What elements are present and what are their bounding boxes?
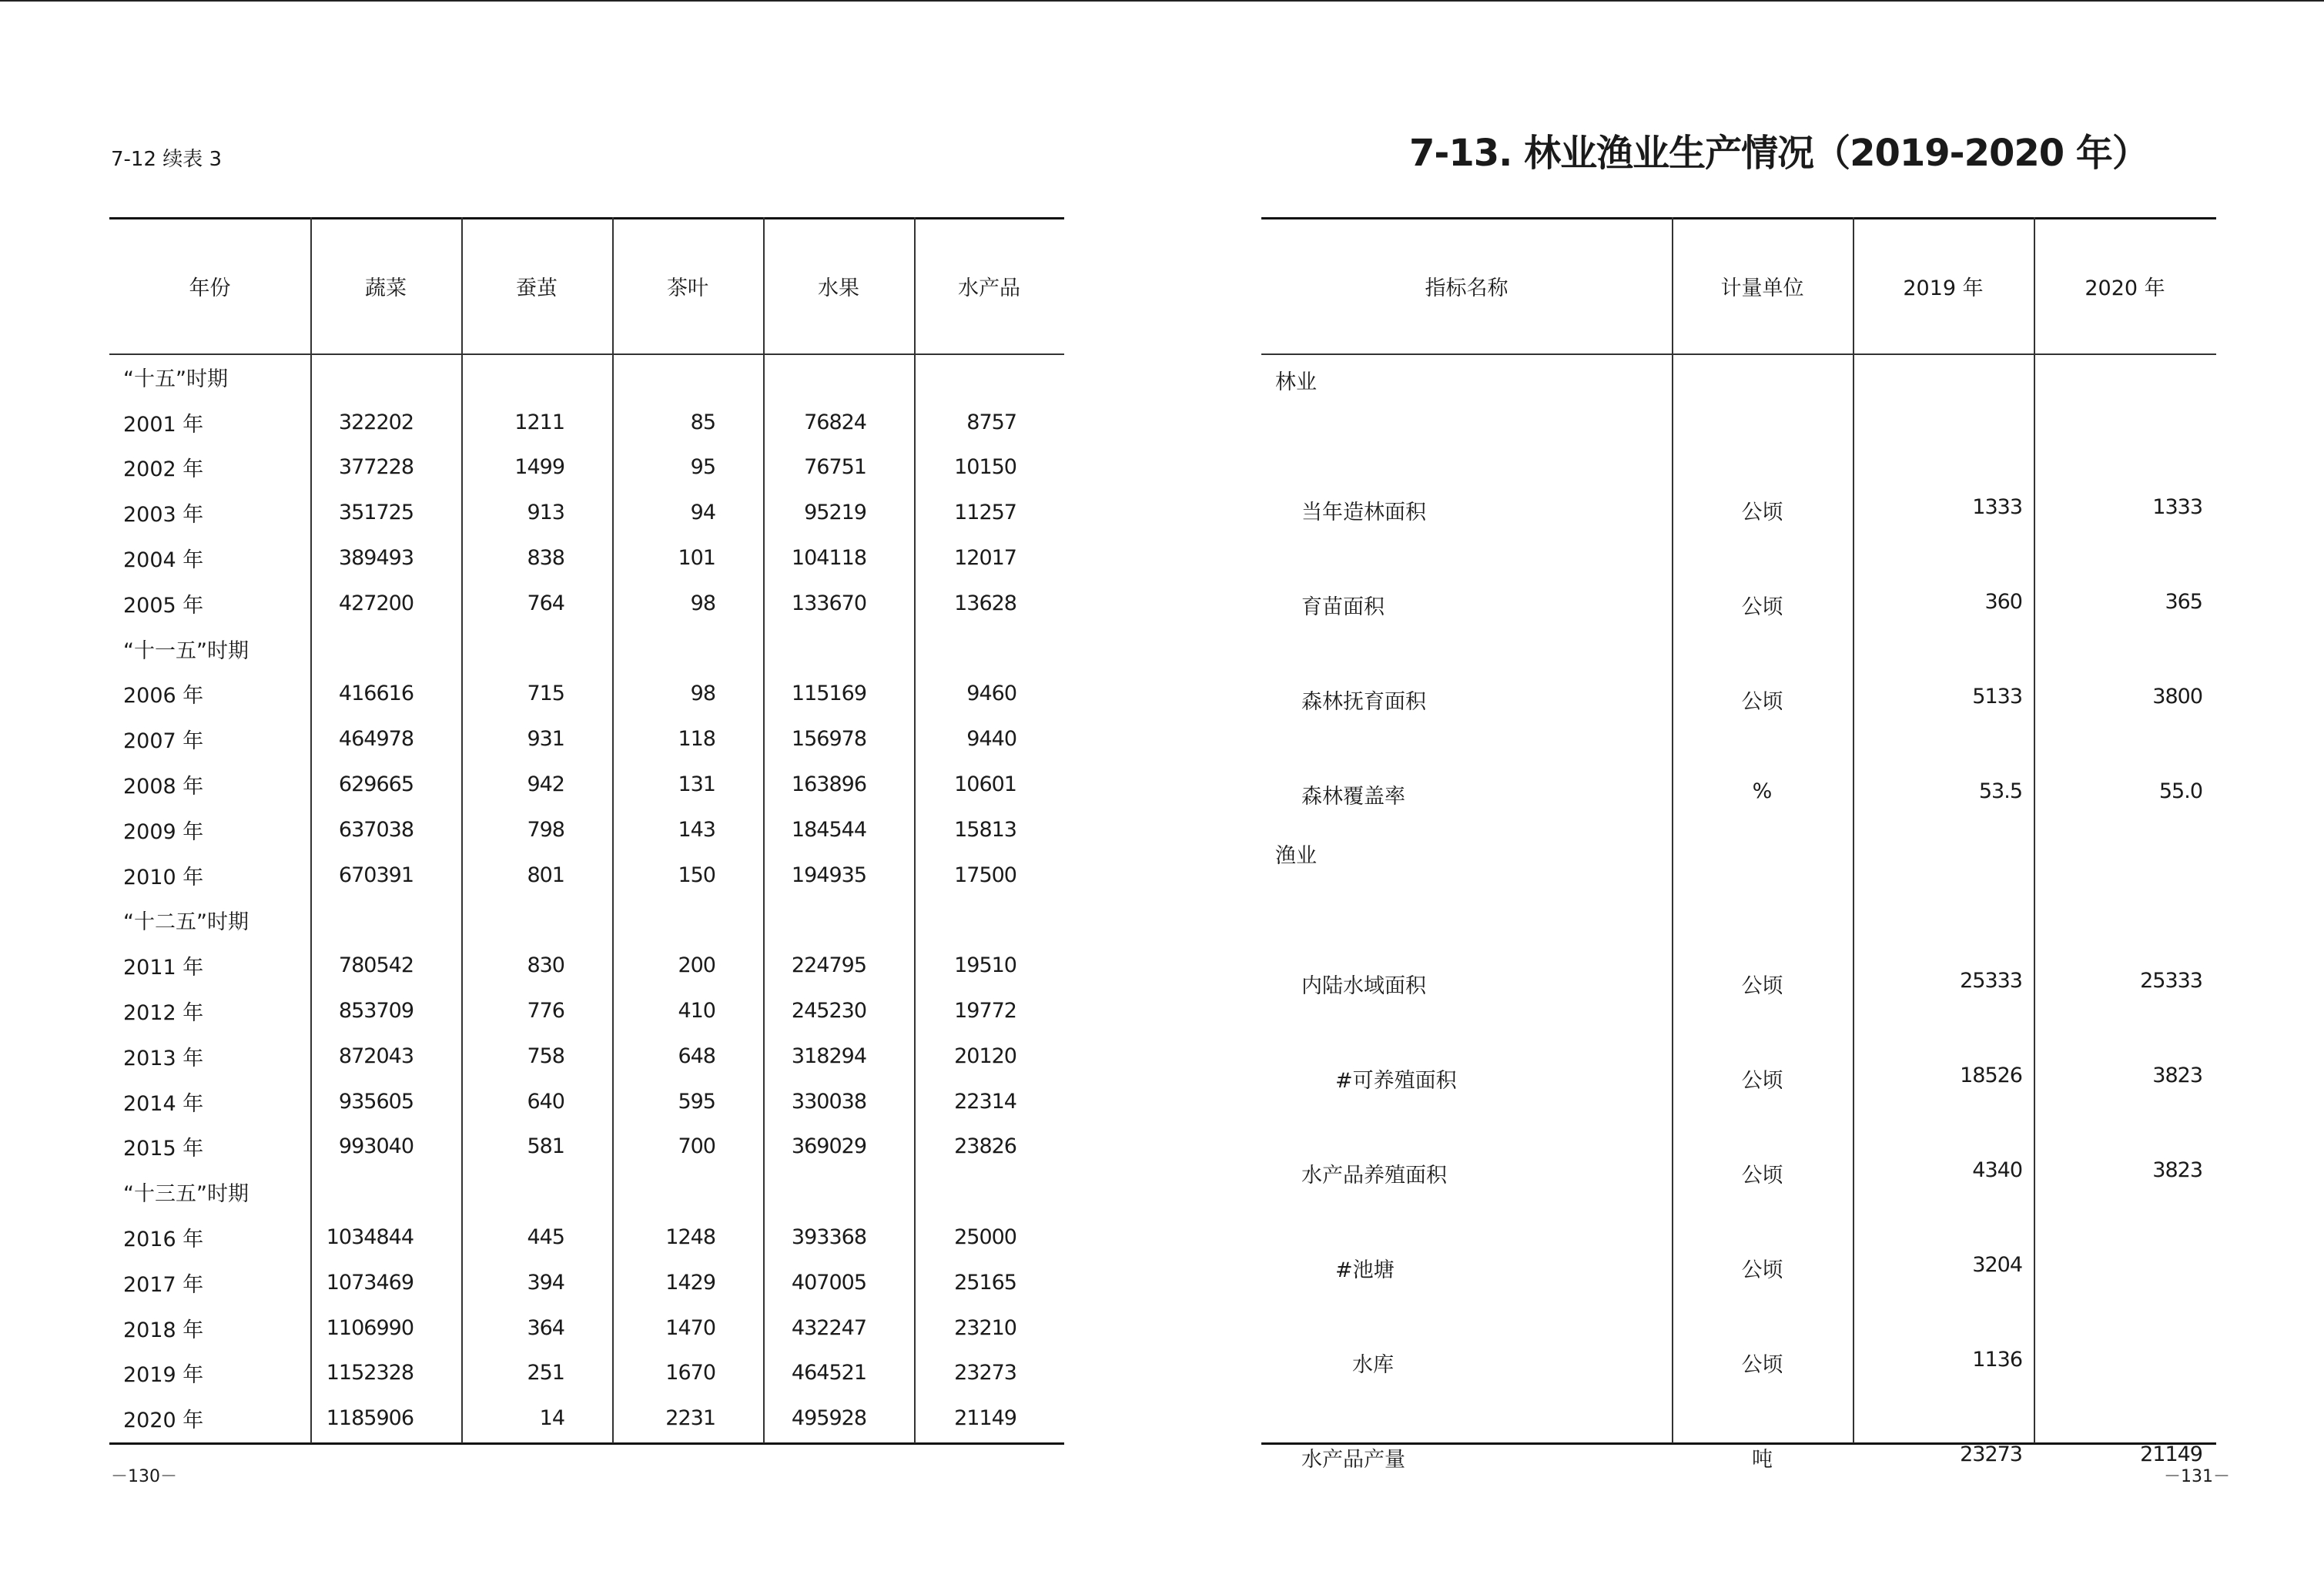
- cell-value: 801: [527, 863, 564, 887]
- row-label: 2019 年: [123, 1363, 204, 1388]
- row-label: 2020 年: [123, 1409, 204, 1433]
- value-2019: 5133: [1972, 685, 2022, 709]
- value-2019: 18526: [1960, 1064, 2022, 1087]
- table-bottom-rule: [109, 1442, 1064, 1445]
- cell-value: 9460: [966, 682, 1016, 706]
- cell-value: 224795: [791, 953, 866, 978]
- value-2020: 21149: [2140, 1442, 2202, 1466]
- indicator-name: 育苗面积: [1301, 595, 1385, 619]
- cell-value: 495928: [791, 1406, 866, 1431]
- cell-value: 432247: [791, 1315, 866, 1340]
- cell-value: 10601: [954, 772, 1016, 797]
- row-label: 2005 年: [123, 593, 204, 618]
- header-2019: 2019 年: [1903, 276, 1984, 300]
- cell-value: 393368: [791, 1225, 866, 1250]
- cell-value: 21149: [954, 1406, 1016, 1431]
- cell-value: 98: [690, 682, 715, 706]
- cell-value: 1106990: [326, 1315, 414, 1340]
- value-2019: 360: [1984, 590, 2022, 614]
- row-label: 2002 年: [123, 457, 204, 482]
- table-row: [109, 716, 1064, 762]
- row-label: 2003 年: [123, 503, 204, 528]
- cell-value: 22314: [954, 1089, 1016, 1114]
- cell-value: 1499: [514, 455, 564, 480]
- table-row: [1261, 544, 2216, 638]
- table-row: [1261, 354, 2216, 449]
- table-row: [109, 1124, 1064, 1170]
- cell-value: 10150: [954, 455, 1016, 480]
- unit-cell: 公顷: [1741, 690, 1783, 714]
- value-2019: 25333: [1960, 969, 2022, 993]
- cell-value: 20120: [954, 1044, 1016, 1068]
- cell-value: 17500: [954, 863, 1016, 887]
- unit-cell: 公顷: [1741, 974, 1783, 998]
- unit-cell: 公顷: [1741, 1164, 1783, 1188]
- table-row: [109, 1214, 1064, 1260]
- table-row: [1261, 923, 2216, 1017]
- cell-value: 330038: [791, 1089, 866, 1114]
- cell-value: 15813: [954, 817, 1016, 842]
- cell-value: 407005: [791, 1270, 866, 1295]
- cell-value: 25000: [954, 1225, 1016, 1250]
- cell-value: 25165: [954, 1270, 1016, 1295]
- cell-value: 640: [527, 1089, 564, 1114]
- cell-value: 104118: [791, 546, 866, 571]
- value-2019: 4340: [1972, 1158, 2022, 1182]
- cell-value: 95: [690, 455, 715, 480]
- row-label: 2009 年: [123, 819, 204, 844]
- cell-value: 8757: [966, 410, 1016, 434]
- table-row: [109, 988, 1064, 1034]
- cell-value: 184544: [791, 817, 866, 842]
- cell-value: 369029: [791, 1134, 866, 1159]
- cell-value: 245230: [791, 999, 866, 1023]
- unit-cell: %: [1752, 779, 1773, 803]
- table-row: [1261, 449, 2216, 544]
- row-label: 2010 年: [123, 865, 204, 889]
- indicator-name: 水产品养殖面积: [1301, 1164, 1447, 1188]
- table-row: [1261, 828, 2216, 923]
- row-label: 2017 年: [123, 1272, 204, 1297]
- cell-value: 427200: [338, 591, 414, 615]
- cell-value: 764: [527, 591, 564, 615]
- cell-value: 445: [527, 1225, 564, 1250]
- cell-value: 872043: [338, 1044, 414, 1068]
- row-label: 2015 年: [123, 1137, 204, 1161]
- table-row: [109, 853, 1064, 898]
- cell-value: 118: [678, 727, 715, 752]
- page-number-left: －130－: [111, 1467, 177, 1486]
- row-label: 2018 年: [123, 1318, 204, 1342]
- indicator-name: 当年造林面积: [1301, 501, 1426, 524]
- row-label: “十二五”时期: [123, 910, 249, 935]
- cell-value: 389493: [338, 546, 414, 571]
- cell-value: 322202: [338, 410, 414, 434]
- row-label: “十三五”时期: [123, 1182, 249, 1207]
- value-2020: 55.0: [2158, 779, 2202, 803]
- cell-value: 830: [527, 953, 564, 978]
- indicator-name: 内陆水域面积: [1301, 974, 1426, 998]
- row-label: 2014 年: [123, 1091, 204, 1116]
- header-indicator: 指标名称: [1425, 276, 1509, 300]
- cell-value: 1211: [514, 410, 564, 434]
- table-row: [109, 1351, 1064, 1396]
- cell-value: 700: [678, 1134, 715, 1159]
- indicator-name: #可养殖面积: [1335, 1069, 1457, 1093]
- value-2019: 1333: [1972, 495, 2022, 519]
- row-label: “十一五”时期: [123, 638, 249, 663]
- table-row: [109, 626, 1064, 672]
- cell-value: 194935: [791, 863, 866, 887]
- table-row: [1261, 1207, 2216, 1302]
- table-row: [109, 1169, 1064, 1214]
- unit-cell: 吨: [1752, 1448, 1773, 1472]
- table-row: [1261, 733, 2216, 828]
- value-2020: 3823: [2152, 1064, 2202, 1087]
- cell-value: 637038: [338, 817, 414, 842]
- cell-value: 464978: [338, 727, 414, 752]
- value-2020: 3800: [2152, 685, 2202, 709]
- row-label: 2016 年: [123, 1228, 204, 1252]
- cell-value: 95219: [804, 501, 866, 525]
- cell-value: 85: [690, 410, 715, 434]
- header-year: 年份: [189, 276, 231, 300]
- cell-value: 931: [527, 727, 564, 752]
- cell-value: 1670: [665, 1361, 715, 1385]
- cell-value: 19510: [954, 953, 1016, 978]
- cell-value: 115169: [791, 682, 866, 706]
- header-tea: 茶叶: [667, 276, 708, 300]
- row-label: “十五”时期: [123, 367, 228, 391]
- cell-value: 1034844: [326, 1225, 414, 1250]
- cell-value: 670391: [338, 863, 414, 887]
- page-title: 7-13. 林业渔业生产情况（2019-2020 年）: [1409, 132, 2148, 175]
- cell-value: 853709: [338, 999, 414, 1023]
- table-body: [1261, 354, 2216, 1491]
- cell-value: 156978: [791, 727, 866, 752]
- cell-value: 200: [678, 953, 715, 978]
- cell-value: 101: [678, 546, 715, 571]
- cell-value: 351725: [338, 501, 414, 525]
- cell-value: 12017: [954, 546, 1016, 571]
- table-row: [109, 1034, 1064, 1079]
- row-label: 2006 年: [123, 684, 204, 709]
- value-2020: 3823: [2152, 1158, 2202, 1182]
- table-row: [109, 1079, 1064, 1124]
- cell-value: 648: [678, 1044, 715, 1068]
- table-row: [1261, 1396, 2216, 1491]
- cell-value: 1429: [665, 1270, 715, 1295]
- table-row: [1261, 638, 2216, 733]
- cell-value: 1185906: [326, 1406, 414, 1431]
- row-label: 2008 年: [123, 775, 204, 799]
- cell-value: 776: [527, 999, 564, 1023]
- page-top-border: [0, 0, 2324, 2]
- cell-value: 150: [678, 863, 715, 887]
- table-row: [109, 535, 1064, 581]
- cell-value: 913: [527, 501, 564, 525]
- cell-value: 758: [527, 1044, 564, 1068]
- header-cocoons: 蚕茧: [516, 276, 558, 300]
- cell-value: 9440: [966, 727, 1016, 752]
- header-fruit: 水果: [818, 276, 859, 300]
- table-row: [109, 1260, 1064, 1305]
- indicator-name: 水产品产量: [1301, 1448, 1405, 1472]
- cell-value: 464521: [791, 1361, 866, 1385]
- table-row: [109, 400, 1064, 445]
- cell-value: 410: [678, 999, 715, 1023]
- indicator-name: 森林抚育面积: [1301, 690, 1426, 714]
- cell-value: 318294: [791, 1044, 866, 1068]
- row-label: 2004 年: [123, 548, 204, 573]
- indicator-name: 水库: [1352, 1353, 1394, 1377]
- cell-value: 1152328: [326, 1361, 414, 1385]
- header-unit: 计量单位: [1720, 276, 1804, 300]
- value-2019: 1136: [1972, 1348, 2022, 1372]
- unit-cell: 公顷: [1741, 1258, 1783, 1282]
- header-vegetables: 蔬菜: [365, 276, 407, 300]
- row-label: 2013 年: [123, 1046, 204, 1070]
- header-aquatic: 水产品: [958, 276, 1020, 300]
- cell-value: 595: [678, 1089, 715, 1114]
- cell-value: 23273: [954, 1361, 1016, 1385]
- table-row: [1261, 1302, 2216, 1396]
- cell-value: 1248: [665, 1225, 715, 1250]
- section-label: 林业: [1275, 370, 1317, 394]
- cell-value: 98: [690, 591, 715, 615]
- value-2020: 25333: [2140, 969, 2202, 993]
- row-label: 2011 年: [123, 956, 204, 980]
- cell-value: 935605: [338, 1089, 414, 1114]
- page-number-right: －131－: [2164, 1467, 2230, 1486]
- table-row: [109, 1395, 1064, 1441]
- cell-value: 14: [539, 1406, 564, 1431]
- cell-value: 798: [527, 817, 564, 842]
- cell-value: 19772: [954, 999, 1016, 1023]
- table-body: [109, 354, 1064, 1441]
- cell-value: 581: [527, 1134, 564, 1159]
- unit-cell: 公顷: [1741, 1069, 1783, 1093]
- cell-value: 1470: [665, 1315, 715, 1340]
- table-row: [109, 445, 1064, 491]
- indicator-name: 森林覆盖率: [1301, 785, 1405, 809]
- table-row: [109, 1305, 1064, 1351]
- indicator-name: #池塘: [1335, 1258, 1395, 1282]
- cell-value: 780542: [338, 953, 414, 978]
- cell-value: 133670: [791, 591, 866, 615]
- cell-value: 364: [527, 1315, 564, 1340]
- cell-value: 1073469: [326, 1270, 414, 1295]
- cell-value: 2231: [665, 1406, 715, 1431]
- table-row: [1261, 1112, 2216, 1207]
- row-label: 2012 年: [123, 1001, 204, 1026]
- table-row: [1261, 1017, 2216, 1112]
- cell-value: 143: [678, 817, 715, 842]
- cell-value: 76824: [804, 410, 866, 434]
- row-label: 2001 年: [123, 412, 204, 437]
- cell-value: 251: [527, 1361, 564, 1385]
- table-row: [109, 490, 1064, 535]
- table-row: [109, 807, 1064, 853]
- cell-value: 131: [678, 772, 715, 797]
- header-2020: 2020 年: [2085, 276, 2165, 300]
- cell-value: 11257: [954, 501, 1016, 525]
- continuation-label: 7-12 续表 3: [111, 148, 223, 171]
- cell-value: 394: [527, 1270, 564, 1295]
- table-row: [109, 762, 1064, 807]
- table-row: [109, 354, 1064, 400]
- cell-value: 416616: [338, 682, 414, 706]
- table-row: [109, 672, 1064, 717]
- table-row: [109, 581, 1064, 626]
- value-2019: 53.5: [1978, 779, 2022, 803]
- cell-value: 715: [527, 682, 564, 706]
- unit-cell: 公顷: [1741, 595, 1783, 619]
- section-label: 渔业: [1275, 844, 1317, 868]
- table-row: [109, 898, 1064, 943]
- value-2019: 3204: [1972, 1253, 2022, 1277]
- cell-value: 23210: [954, 1315, 1016, 1340]
- cell-value: 377228: [338, 455, 414, 480]
- cell-value: 76751: [804, 455, 866, 480]
- value-2020: 365: [2165, 590, 2202, 614]
- cell-value: 993040: [338, 1134, 414, 1159]
- unit-cell: 公顷: [1741, 501, 1783, 524]
- cell-value: 629665: [338, 772, 414, 797]
- table-row: [109, 943, 1064, 988]
- cell-value: 838: [527, 546, 564, 571]
- value-2019: 23273: [1960, 1442, 2022, 1466]
- row-label: 2007 年: [123, 729, 204, 754]
- value-2020: 1333: [2152, 495, 2202, 519]
- cell-value: 94: [690, 501, 715, 525]
- cell-value: 163896: [791, 772, 866, 797]
- cell-value: 23826: [954, 1134, 1016, 1159]
- unit-cell: 公顷: [1741, 1353, 1783, 1377]
- cell-value: 13628: [954, 591, 1016, 615]
- cell-value: 942: [527, 772, 564, 797]
